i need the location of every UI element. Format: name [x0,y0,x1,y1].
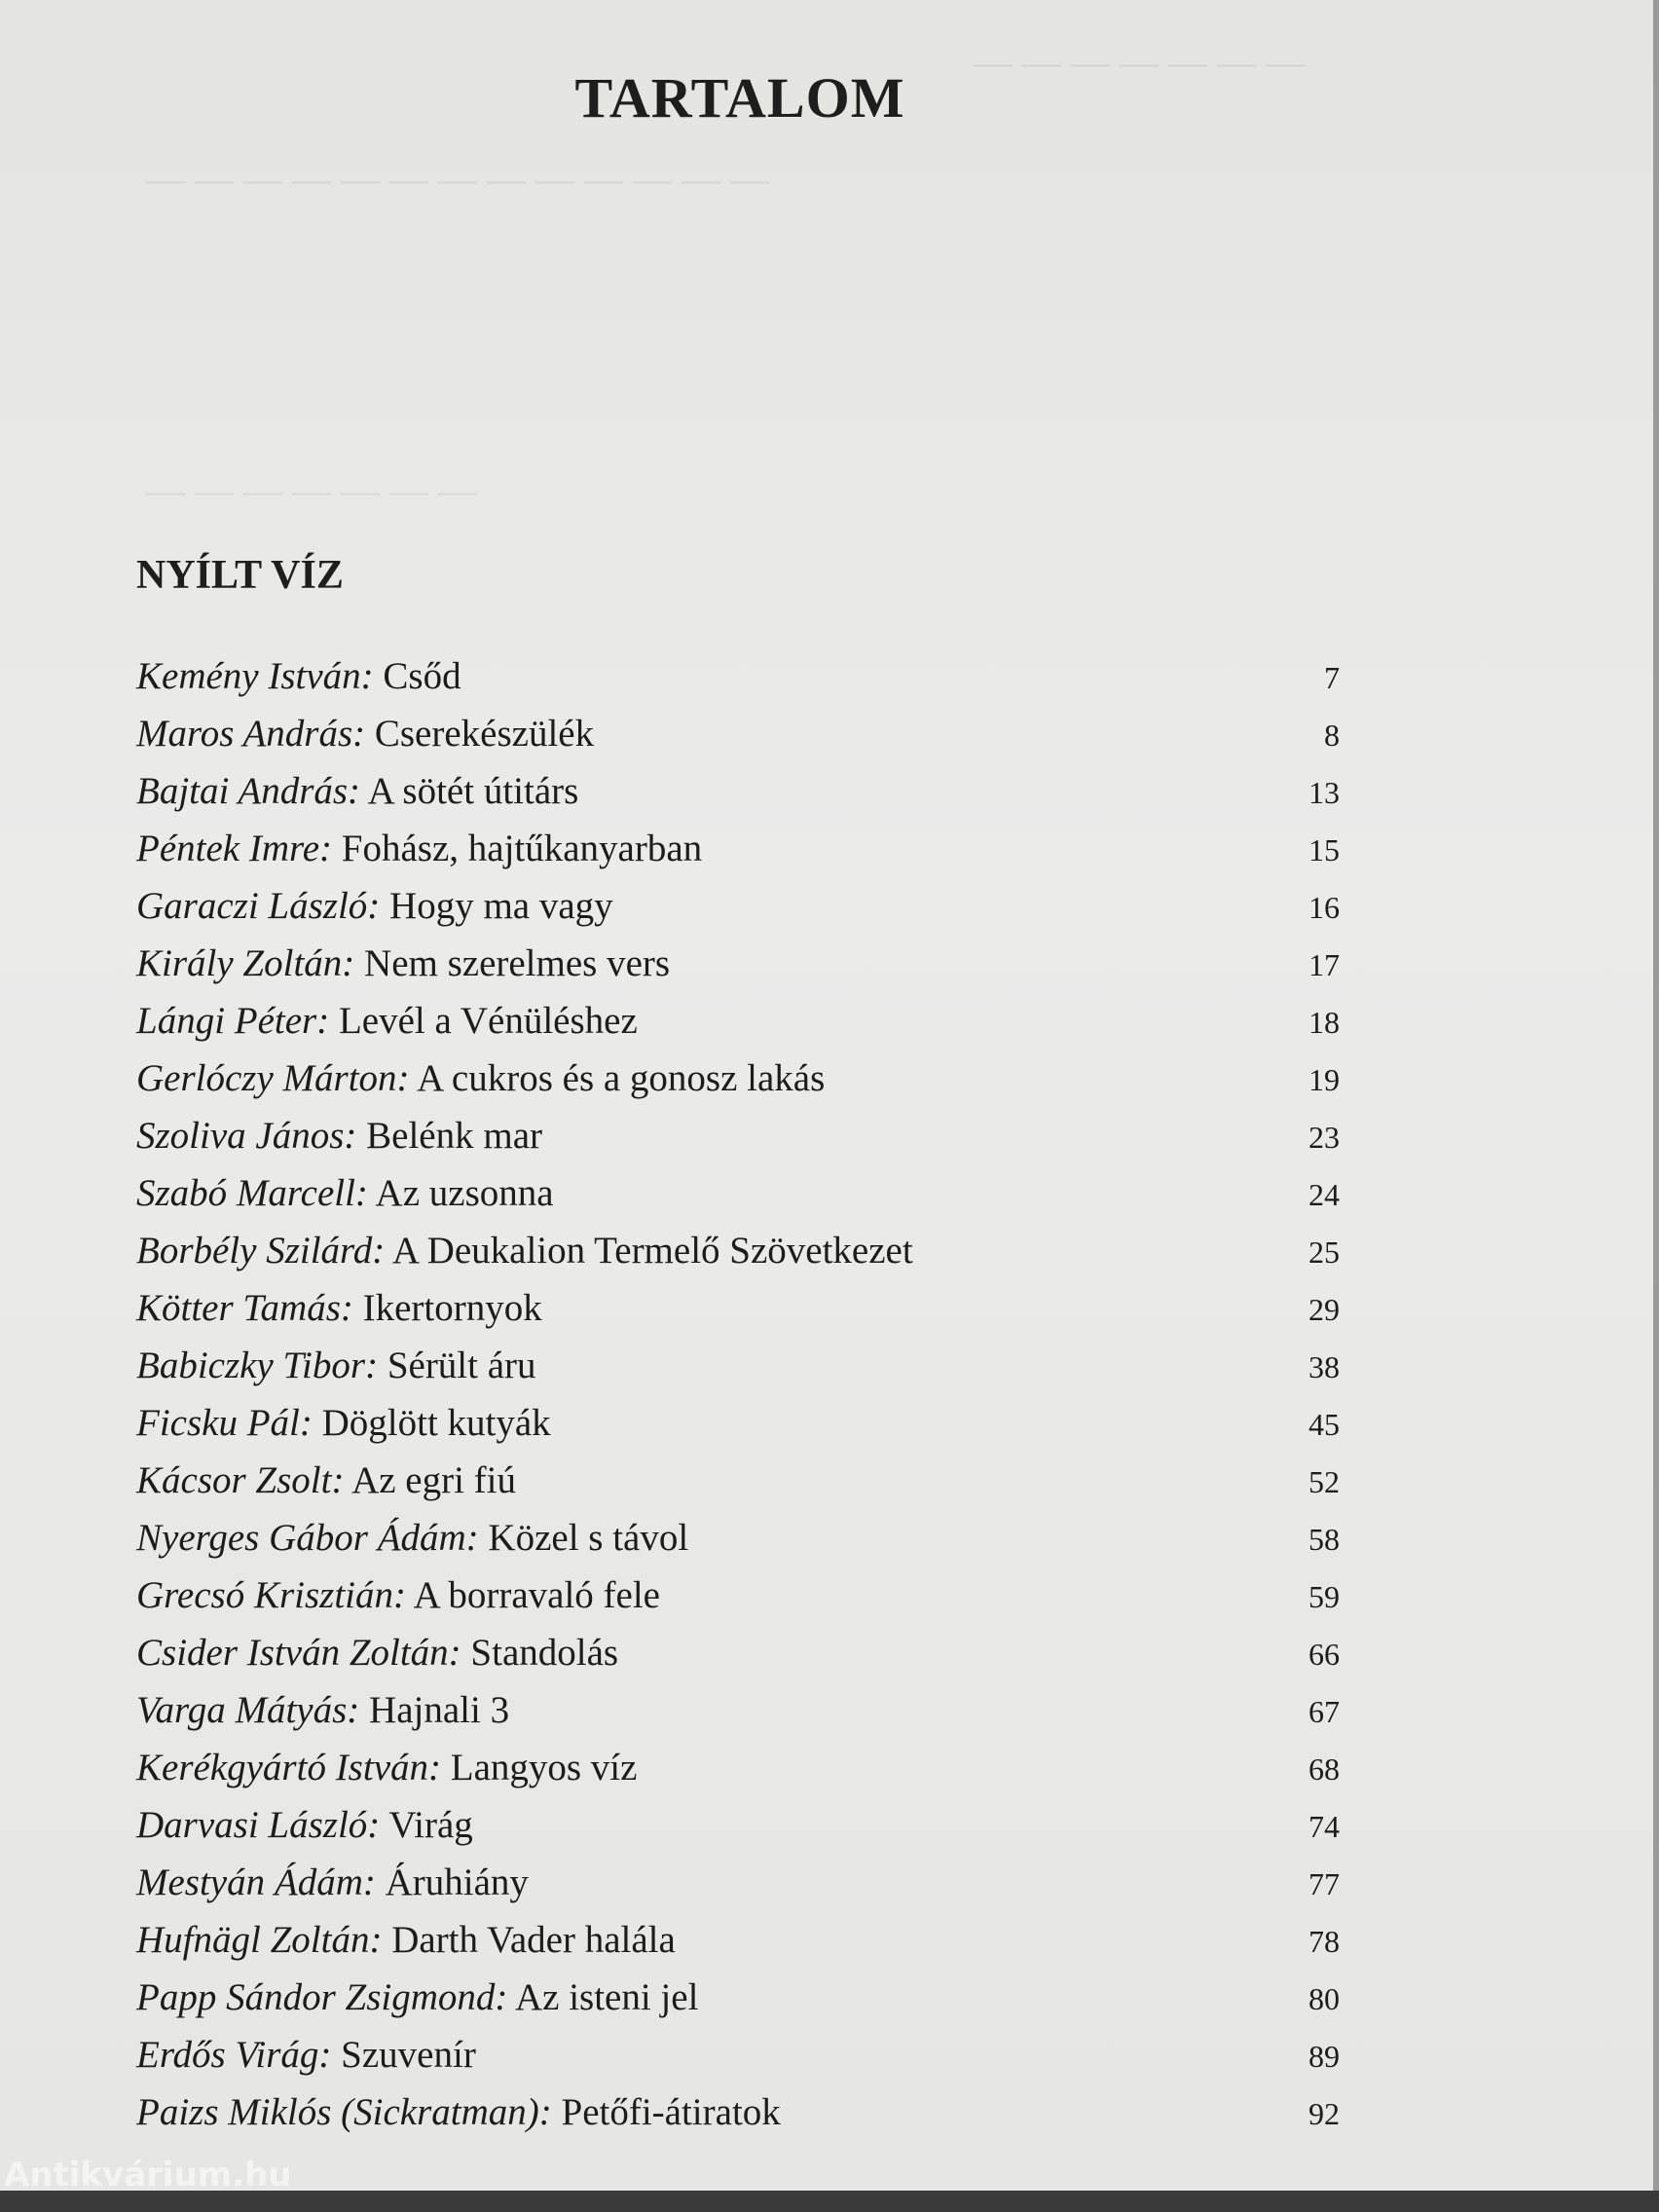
toc-title: Szuvenír [341,2034,476,2076]
toc-page-number: 15 [1309,832,1340,867]
toc-page-number: 16 [1309,890,1340,925]
toc-title: Levél a Vénüléshez [338,1000,638,1042]
toc-page-number: 58 [1309,1522,1340,1557]
toc-author: Király Zoltán: [136,942,355,984]
toc-author: Nyerges Gábor Ádám: [136,1517,479,1559]
toc-page-number: 18 [1309,1005,1340,1040]
toc-author: Szoliva János: [136,1115,357,1157]
toc-title: A cukros és a gonosz lakás [417,1057,826,1099]
toc-title: Belénk mar [366,1115,542,1157]
toc-author: Hufnägl Zoltán: [136,1919,383,1961]
toc-title: Hajnali 3 [369,1689,510,1731]
toc-title: Csőd [383,655,461,697]
toc-author: Garaczi László: [136,885,381,927]
toc-title: A sötét útitárs [367,770,579,812]
toc-entry [136,813,1340,870]
toc-entry [136,1272,1340,1330]
toc-page-number: 74 [1309,1809,1340,1844]
toc-page-number: 80 [1309,1981,1340,2016]
table-of-contents [136,641,1340,2134]
toc-author: Maros András: [136,713,366,755]
toc-page-number: 59 [1309,1579,1340,1614]
toc-entry [136,985,1340,1043]
toc-author: Gerlóczy Márton: [136,1057,410,1099]
toc-title: Cserekészülék [374,713,595,755]
toc-entry [136,1732,1340,1789]
section-heading: NYÍLT VÍZ [136,552,344,598]
toc-entry [136,1445,1340,1502]
toc-title: Sérült áru [387,1345,536,1386]
toc-page-number: 23 [1309,1120,1340,1155]
watermark: Antikvárium.hu [4,2156,292,2194]
toc-page-number: 78 [1309,1924,1340,1959]
toc-author: Kemény István: [136,655,374,697]
toc-entry [136,870,1340,928]
show-through-text: — — — — — — — — — — — — — [146,157,769,201]
toc-title: Langyos víz [450,1747,638,1788]
toc-entry [136,1617,1340,1675]
toc-author: Borbély Szilárd: [136,1230,386,1272]
toc-page-number: 8 [1324,718,1340,753]
toc-author: Darvasi László: [136,1804,381,1846]
toc-entry [136,698,1340,756]
toc-entry [136,641,1340,698]
toc-page-number: 89 [1309,2039,1340,2074]
toc-author: Erdős Virág: [136,2034,332,2076]
toc-entry [136,2077,1340,2134]
toc-entry [136,928,1340,985]
toc-entry [136,1387,1340,1445]
toc-author: Lángi Péter: [136,1000,330,1042]
toc-author: Kácsor Zsolt: [136,1459,345,1501]
toc-page-number: 13 [1309,775,1340,810]
toc-entry [136,1330,1340,1387]
toc-entry [136,1789,1340,1847]
toc-page-number: 68 [1309,1751,1340,1787]
toc-title: Az uzsonna [375,1172,554,1214]
toc-page-number: 7 [1324,660,1340,695]
toc-author: Paizs Miklós (Sickratman): [136,2091,552,2133]
toc-title: A borravaló fele [413,1574,660,1616]
toc-author: Bajtai András: [136,770,361,812]
toc-title: Az isteni jel [514,1976,699,2018]
toc-page-number: 77 [1309,1866,1340,1901]
toc-page-number: 25 [1309,1235,1340,1270]
toc-entry [136,1560,1340,1617]
toc-page-number: 92 [1309,2096,1340,2131]
toc-entry [136,1215,1340,1272]
page-title: TARTALOM [574,65,905,129]
toc-entry [136,1502,1340,1560]
toc-title: Döglött kutyák [321,1402,551,1444]
toc-author: Szabó Marcell: [136,1172,368,1214]
toc-page-number: 45 [1309,1407,1340,1442]
toc-title: Hogy ma vagy [389,885,613,927]
toc-entry [136,1100,1340,1158]
toc-entry [136,1043,1340,1100]
toc-entry [136,756,1340,813]
show-through-text: — — — — — — — [146,468,477,512]
toc-entry [136,1962,1340,2019]
toc-page-number: 38 [1309,1349,1340,1384]
toc-title: Az egri fiú [351,1459,516,1501]
toc-author: Kötter Tamás: [136,1287,353,1329]
toc-title: Közel s távol [488,1517,689,1559]
toc-author: Ficsku Pál: [136,1402,313,1444]
toc-page-number: 52 [1309,1464,1340,1499]
toc-author: Papp Sándor Zsigmond: [136,1976,508,2018]
toc-page-number: 66 [1309,1637,1340,1672]
toc-author: Babiczky Tibor: [136,1345,379,1386]
toc-entry [136,1904,1340,1962]
toc-page-number: 67 [1309,1694,1340,1729]
toc-page-number: 19 [1309,1062,1340,1097]
toc-entry [136,1158,1340,1215]
toc-title: Petőfi-átiratok [561,2091,781,2133]
toc-author: Csider István Zoltán: [136,1632,461,1674]
toc-title: Nem szerelmes vers [364,942,671,984]
toc-author: Grecsó Krisztián: [136,1574,406,1616]
toc-title: Fohász, hajtűkanyarban [341,828,703,869]
toc-entry [136,1847,1340,1904]
toc-author: Varga Mátyás: [136,1689,360,1731]
toc-author: Kerékgyártó István: [136,1747,441,1788]
toc-page-number: 17 [1309,947,1340,982]
toc-author: Mestyán Ádám: [136,1862,376,1903]
toc-title: Áruhiány [385,1862,529,1903]
toc-entry [136,2019,1340,2077]
toc-page-number: 29 [1309,1292,1340,1327]
toc-title: Standolás [470,1632,619,1674]
toc-entry [136,1675,1340,1732]
show-through-text: — — — — — — — [974,40,1305,84]
toc-title: A Deukalion Termelő Szövetkezet [391,1230,913,1272]
toc-author: Péntek Imre: [136,828,333,869]
toc-title: Virág [388,1804,473,1846]
toc-title: Ikertornyok [362,1287,542,1329]
page-edge [1653,0,1659,2212]
toc-page-number: 24 [1309,1177,1340,1212]
toc-title: Darth Vader halála [391,1919,676,1961]
